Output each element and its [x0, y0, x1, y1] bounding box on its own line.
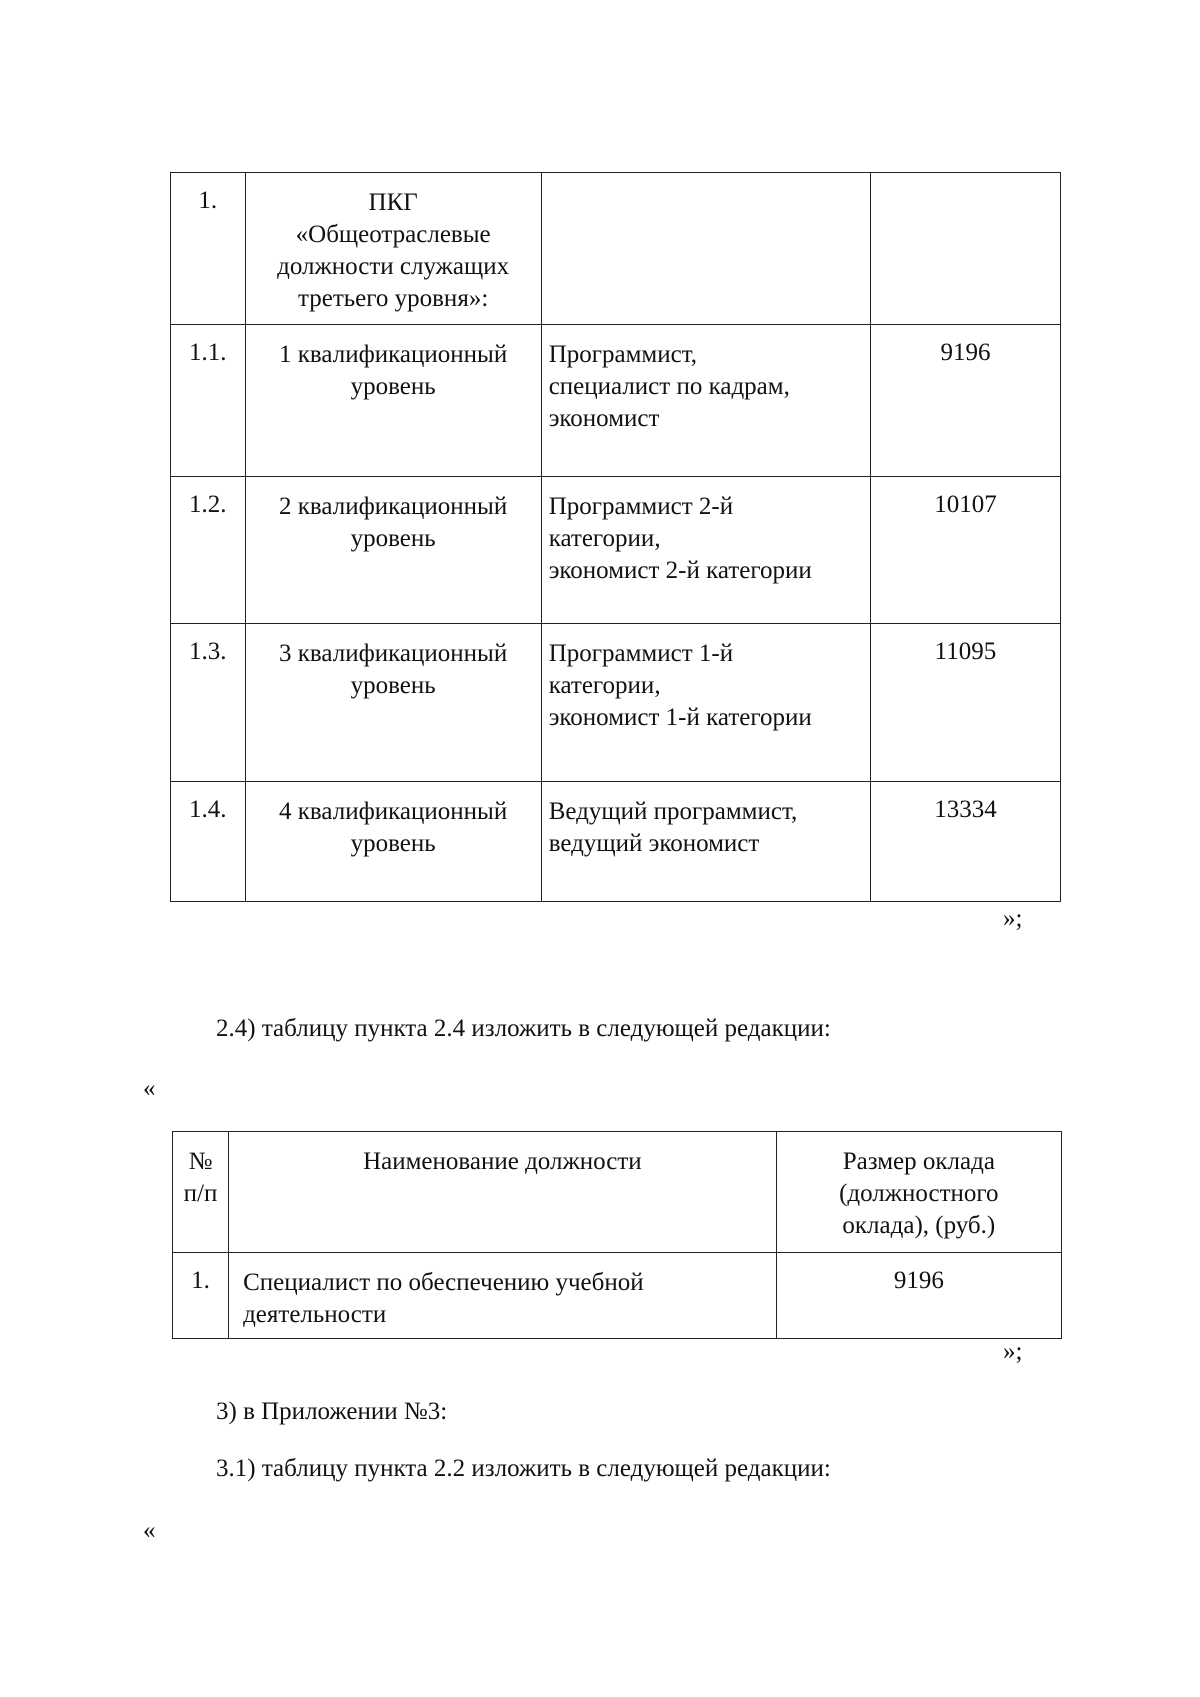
- salary-cell: 9196: [776, 1253, 1061, 1339]
- position-salary-table: [172, 1131, 1062, 1339]
- closing-quote: »;: [1003, 905, 1023, 932]
- positions-cell: Программист 1-й категории, экономист 1-й категории: [541, 624, 870, 782]
- paragraph-3-1: 3.1) таблицу пункта 2.2 изложить в следующей редакции:: [216, 1455, 831, 1482]
- table-row: [171, 325, 1061, 477]
- column-header-salary: Размер оклада (должностного оклада), (руб.): [776, 1132, 1061, 1253]
- salary-cell: 10107: [870, 477, 1060, 624]
- table-row: [171, 624, 1061, 782]
- paragraph-3: 3) в Приложении №3:: [216, 1398, 448, 1425]
- row-number: 1.4.: [171, 782, 246, 902]
- positions-cell: [541, 173, 870, 325]
- table-row: [173, 1253, 1062, 1339]
- column-header-position: Наименование должности: [229, 1132, 777, 1253]
- positions-cell: Программист, специалист по кадрам, экономист: [541, 325, 870, 477]
- position-name: Специалист по обеспечению учебной деятельности: [229, 1253, 777, 1339]
- qualification-level: 4 квалификационный уровень: [245, 782, 541, 902]
- row-number: 1.3.: [171, 624, 246, 782]
- paragraph-2-4: 2.4) таблицу пункта 2.4 изложить в следующей редакции:: [216, 1015, 831, 1042]
- table-row: [171, 477, 1061, 624]
- row-number: 1.1.: [171, 325, 246, 477]
- opening-quote: «: [143, 1517, 156, 1544]
- table-header-row: [173, 1132, 1062, 1253]
- column-header-number: № п/п: [173, 1132, 229, 1253]
- salary-cell: 9196: [870, 325, 1060, 477]
- positions-cell: Программист 2-й категории, экономист 2-й категории: [541, 477, 870, 624]
- opening-quote: «: [143, 1075, 156, 1102]
- qualification-level: 1 квалификационный уровень: [245, 325, 541, 477]
- row-number: 1.: [171, 173, 246, 325]
- row-number: 1.: [173, 1253, 229, 1339]
- positions-cell: Ведущий программист, ведущий экономист: [541, 782, 870, 902]
- salary-cell: 13334: [870, 782, 1060, 902]
- qualification-level: 3 квалификационный уровень: [245, 624, 541, 782]
- qualification-level: 2 квалификационный уровень: [245, 477, 541, 624]
- table-row: [171, 782, 1061, 902]
- positions-table: [170, 172, 1061, 902]
- salary-cell: 11095: [870, 624, 1060, 782]
- salary-cell: [870, 173, 1060, 325]
- table-row: [171, 173, 1061, 325]
- closing-quote: »;: [1003, 1338, 1023, 1365]
- qualification-level: ПКГ «Общеотраслевые должности служащих третьего уровня»:: [245, 173, 541, 325]
- row-number: 1.2.: [171, 477, 246, 624]
